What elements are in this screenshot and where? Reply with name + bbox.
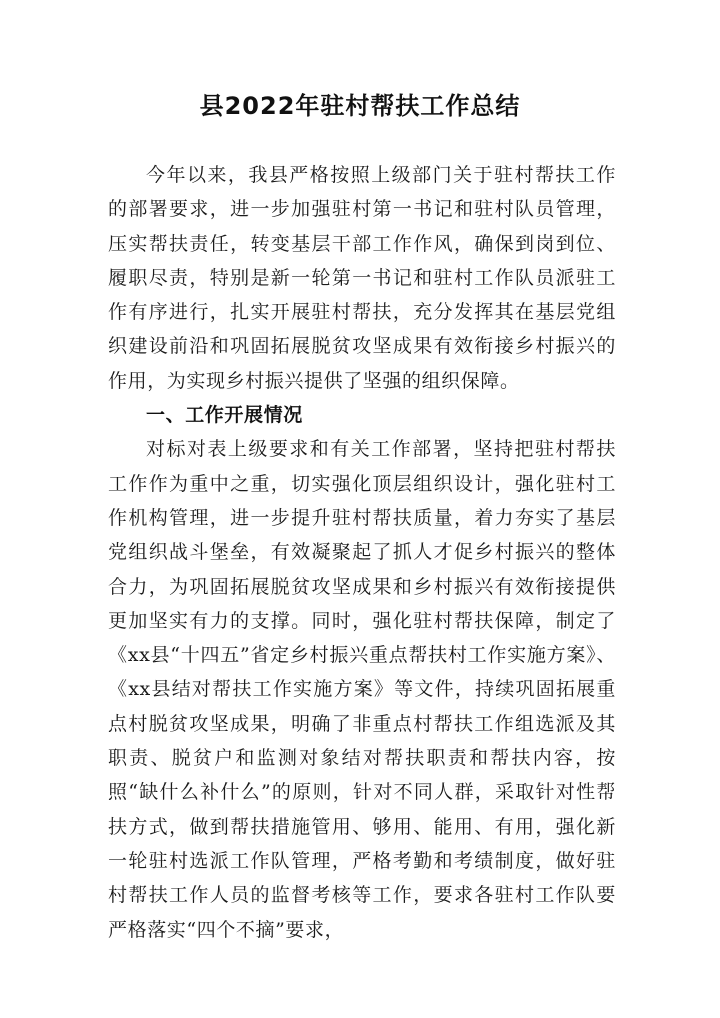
section-heading: 一、工作开展情况 [146, 404, 303, 427]
document-body [108, 158, 616, 947]
intro-paragraph: 今年以来，我县严格按照上级部门关于驻村帮扶工作的部署要求，进一步加强驻村第一书记和驻村队员管理，压实帮扶责任，转变基层干部工作作风，确保到岗到位、履职尽责，特别是新一轮第一书记和驻村工作队员派驻工作有序进行，扎实开展驻村帮扶，充分发挥其在基层党组织建设前沿和巩固拓展脱贫攻坚成果有效衔接乡村振兴的作用，为实现乡村振兴提供了坚强的组织保障。 [108, 164, 616, 392]
document-title: 县2022年驻村帮扶工作总结 [199, 92, 521, 120]
section-paragraph: 对标对表上级要求和有关工作部署，坚持把驻村帮扶工作作为重中之重，切实强化顶层组织设计，强化驻村工作机构管理，进一步提升驻村帮扶质量，着力夯实了基层党组织战斗堡垒，有效凝聚起了抓人才促乡村振兴的整体合力，为巩固拓展脱贫攻坚成果和乡村振兴有效衔接提供更加坚实有力的支撑。同时，强化驻村帮扶保障，制定了《xx县“十四五”省定乡村振兴重点帮扶村工作实施方案》、《xx县结对帮扶工作实施方案》等文件，持续巩固拓展重点村脱贫攻坚成果，明确了非重点村帮扶工作组选派及其职责、脱贫户和监测对象结对帮扶职责和帮扶内容，按照“缺什么补什么”的原则，针对不同人群，采取针对性帮扶方式，做到帮扶措施管用、够用、能用、有用，强化新一轮驻村选派工作队管理，严格考勤和考绩制度，做好驻村帮扶工作人员的监督考核等工作，要求各驻村工作队要严格落实“四个不摘”要求， [108, 438, 616, 941]
